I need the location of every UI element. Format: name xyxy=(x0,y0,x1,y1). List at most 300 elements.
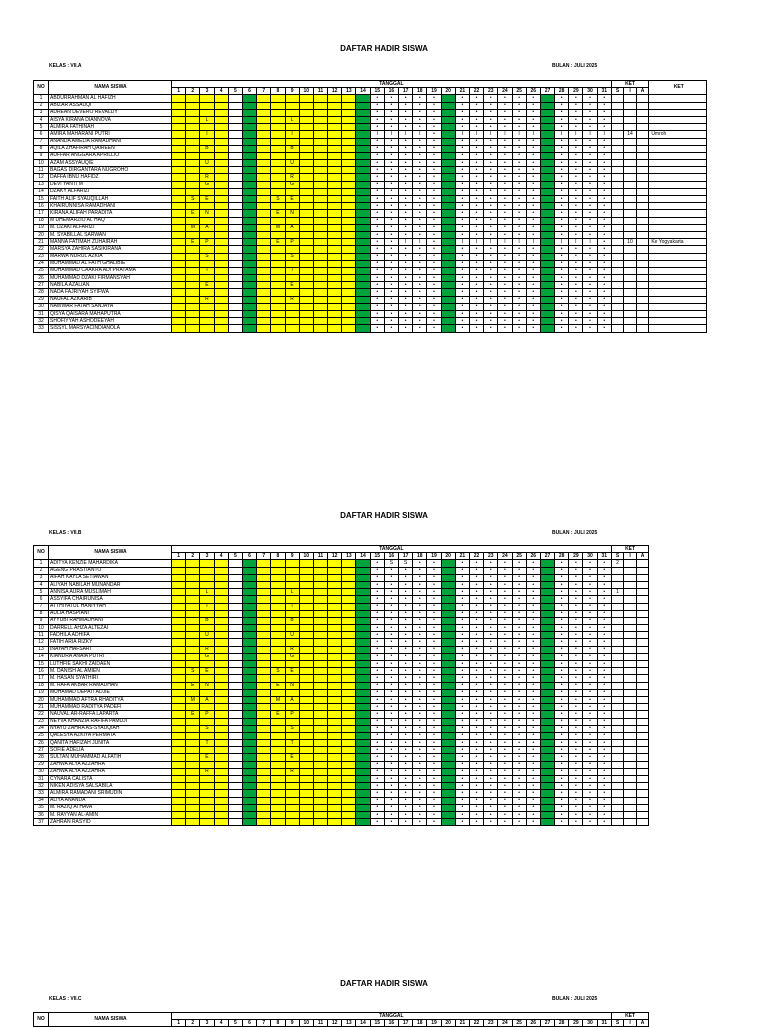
day-cell[interactable]: • xyxy=(597,145,611,152)
day-cell[interactable] xyxy=(228,224,242,231)
day-cell[interactable] xyxy=(257,603,271,610)
day-cell[interactable]: E xyxy=(200,754,214,761)
day-cell[interactable] xyxy=(328,696,342,703)
day-cell[interactable] xyxy=(328,718,342,725)
day-cell[interactable] xyxy=(328,296,342,303)
day-cell[interactable]: • xyxy=(512,596,526,603)
day-cell[interactable] xyxy=(342,682,356,689)
day-cell[interactable] xyxy=(299,109,313,116)
day-cell[interactable] xyxy=(200,560,214,567)
day-cell[interactable]: • xyxy=(512,682,526,689)
day-cell[interactable] xyxy=(342,783,356,790)
day-cell[interactable]: • xyxy=(555,560,569,567)
day-cell[interactable]: R xyxy=(200,768,214,775)
day-cell[interactable]: • xyxy=(469,196,483,203)
day-cell[interactable]: E xyxy=(271,682,285,689)
day-cell[interactable]: • xyxy=(413,138,427,145)
day-cell[interactable] xyxy=(271,589,285,596)
day-cell[interactable]: • xyxy=(469,675,483,682)
day-cell[interactable]: • xyxy=(498,311,512,318)
day-cell[interactable]: • xyxy=(498,603,512,610)
day-cell[interactable]: • xyxy=(370,203,384,210)
day-cell[interactable] xyxy=(342,567,356,574)
day-cell[interactable]: • xyxy=(413,747,427,754)
day-cell[interactable] xyxy=(299,617,313,624)
day-cell[interactable]: • xyxy=(370,639,384,646)
day-cell[interactable]: • xyxy=(512,804,526,811)
day-cell[interactable]: • xyxy=(555,581,569,588)
day-cell[interactable]: • xyxy=(498,661,512,668)
day-cell[interactable]: • xyxy=(597,560,611,567)
day-cell[interactable]: N xyxy=(200,210,214,217)
day-cell[interactable] xyxy=(271,203,285,210)
day-cell[interactable]: • xyxy=(512,639,526,646)
day-cell[interactable] xyxy=(200,581,214,588)
day-cell[interactable] xyxy=(257,819,271,826)
day-cell[interactable]: • xyxy=(455,732,469,739)
day-cell[interactable] xyxy=(172,804,186,811)
day-cell[interactable]: • xyxy=(498,761,512,768)
day-cell[interactable]: • xyxy=(526,711,540,718)
day-cell[interactable]: • xyxy=(484,318,498,325)
day-cell[interactable] xyxy=(228,783,242,790)
day-cell[interactable]: • xyxy=(384,776,398,783)
day-cell[interactable]: • xyxy=(370,804,384,811)
day-cell[interactable]: • xyxy=(370,246,384,253)
day-cell[interactable] xyxy=(271,560,285,567)
day-cell[interactable] xyxy=(257,145,271,152)
day-cell[interactable]: • xyxy=(413,196,427,203)
day-cell[interactable]: • xyxy=(469,790,483,797)
day-cell[interactable]: E xyxy=(285,282,299,289)
day-cell[interactable] xyxy=(441,596,455,603)
day-cell[interactable]: • xyxy=(569,625,583,632)
day-cell[interactable] xyxy=(356,783,370,790)
day-cell[interactable] xyxy=(540,246,554,253)
day-cell[interactable] xyxy=(342,711,356,718)
day-cell[interactable] xyxy=(540,661,554,668)
day-cell[interactable]: • xyxy=(455,311,469,318)
day-cell[interactable]: • xyxy=(484,797,498,804)
day-cell[interactable]: • xyxy=(484,260,498,267)
day-cell[interactable]: • xyxy=(512,196,526,203)
day-cell[interactable]: • xyxy=(427,253,441,260)
day-cell[interactable] xyxy=(342,596,356,603)
day-cell[interactable]: • xyxy=(512,311,526,318)
day-cell[interactable] xyxy=(299,188,313,195)
day-cell[interactable] xyxy=(172,718,186,725)
day-cell[interactable]: • xyxy=(597,267,611,274)
day-cell[interactable]: • xyxy=(498,282,512,289)
day-cell[interactable] xyxy=(200,188,214,195)
day-cell[interactable]: • xyxy=(498,804,512,811)
day-cell[interactable] xyxy=(328,754,342,761)
day-cell[interactable] xyxy=(214,124,228,131)
day-cell[interactable] xyxy=(342,181,356,188)
day-cell[interactable]: • xyxy=(370,574,384,581)
day-cell[interactable]: • xyxy=(427,138,441,145)
day-cell[interactable] xyxy=(285,625,299,632)
day-cell[interactable]: I xyxy=(469,131,483,138)
day-cell[interactable] xyxy=(242,574,256,581)
day-cell[interactable]: • xyxy=(399,267,413,274)
day-cell[interactable]: • xyxy=(455,776,469,783)
day-cell[interactable] xyxy=(242,632,256,639)
day-cell[interactable]: I xyxy=(285,131,299,138)
day-cell[interactable]: • xyxy=(427,116,441,123)
day-cell[interactable]: • xyxy=(413,188,427,195)
day-cell[interactable]: • xyxy=(569,160,583,167)
day-cell[interactable]: • xyxy=(469,711,483,718)
day-cell[interactable]: • xyxy=(526,318,540,325)
day-cell[interactable] xyxy=(214,725,228,732)
day-cell[interactable]: • xyxy=(597,574,611,581)
day-cell[interactable] xyxy=(285,231,299,238)
day-cell[interactable]: I xyxy=(583,131,597,138)
day-cell[interactable]: • xyxy=(484,668,498,675)
day-cell[interactable]: • xyxy=(512,109,526,116)
day-cell[interactable]: • xyxy=(370,617,384,624)
day-cell[interactable]: S xyxy=(271,196,285,203)
day-cell[interactable]: • xyxy=(455,560,469,567)
day-cell[interactable] xyxy=(271,754,285,761)
day-cell[interactable] xyxy=(186,689,200,696)
day-cell[interactable]: • xyxy=(469,167,483,174)
day-cell[interactable] xyxy=(342,246,356,253)
day-cell[interactable]: • xyxy=(484,124,498,131)
day-cell[interactable]: • xyxy=(583,783,597,790)
day-cell[interactable]: • xyxy=(555,696,569,703)
day-cell[interactable] xyxy=(257,653,271,660)
day-cell[interactable] xyxy=(342,260,356,267)
day-cell[interactable] xyxy=(328,567,342,574)
day-cell[interactable]: • xyxy=(413,768,427,775)
day-cell[interactable] xyxy=(328,675,342,682)
day-cell[interactable] xyxy=(172,231,186,238)
day-cell[interactable] xyxy=(257,768,271,775)
day-cell[interactable] xyxy=(356,217,370,224)
day-cell[interactable]: • xyxy=(555,181,569,188)
day-cell[interactable]: • xyxy=(555,711,569,718)
day-cell[interactable]: • xyxy=(384,109,398,116)
day-cell[interactable]: • xyxy=(569,116,583,123)
day-cell[interactable] xyxy=(285,95,299,102)
day-cell[interactable] xyxy=(356,282,370,289)
day-cell[interactable]: • xyxy=(597,768,611,775)
day-cell[interactable] xyxy=(228,138,242,145)
day-cell[interactable] xyxy=(441,704,455,711)
day-cell[interactable] xyxy=(328,804,342,811)
day-cell[interactable]: • xyxy=(526,275,540,282)
day-cell[interactable]: S xyxy=(285,253,299,260)
day-cell[interactable] xyxy=(342,625,356,632)
day-cell[interactable]: • xyxy=(384,689,398,696)
day-cell[interactable] xyxy=(228,668,242,675)
day-cell[interactable]: • xyxy=(498,102,512,109)
day-cell[interactable] xyxy=(342,696,356,703)
day-cell[interactable] xyxy=(356,253,370,260)
day-cell[interactable]: • xyxy=(469,776,483,783)
day-cell[interactable]: • xyxy=(526,589,540,596)
day-cell[interactable] xyxy=(242,581,256,588)
day-cell[interactable]: • xyxy=(384,589,398,596)
day-cell[interactable] xyxy=(271,653,285,660)
day-cell[interactable] xyxy=(257,747,271,754)
day-cell[interactable] xyxy=(200,819,214,826)
day-cell[interactable] xyxy=(356,790,370,797)
day-cell[interactable]: • xyxy=(569,740,583,747)
day-cell[interactable] xyxy=(441,639,455,646)
day-cell[interactable] xyxy=(186,603,200,610)
day-cell[interactable] xyxy=(271,253,285,260)
day-cell[interactable]: P xyxy=(285,239,299,246)
day-cell[interactable] xyxy=(441,325,455,332)
day-cell[interactable]: • xyxy=(583,203,597,210)
day-cell[interactable]: • xyxy=(370,761,384,768)
day-cell[interactable] xyxy=(356,289,370,296)
day-cell[interactable] xyxy=(214,617,228,624)
day-cell[interactable] xyxy=(242,282,256,289)
day-cell[interactable] xyxy=(186,160,200,167)
day-cell[interactable]: • xyxy=(512,704,526,711)
day-cell[interactable]: • xyxy=(512,246,526,253)
day-cell[interactable] xyxy=(172,311,186,318)
day-cell[interactable] xyxy=(299,217,313,224)
day-cell[interactable]: • xyxy=(370,768,384,775)
day-cell[interactable] xyxy=(299,668,313,675)
day-cell[interactable]: • xyxy=(583,711,597,718)
day-cell[interactable]: • xyxy=(498,725,512,732)
day-cell[interactable]: • xyxy=(427,696,441,703)
day-cell[interactable]: • xyxy=(512,819,526,826)
day-cell[interactable]: • xyxy=(555,632,569,639)
day-cell[interactable] xyxy=(299,160,313,167)
day-cell[interactable]: • xyxy=(498,296,512,303)
day-cell[interactable]: • xyxy=(583,260,597,267)
day-cell[interactable]: • xyxy=(512,116,526,123)
day-cell[interactable]: • xyxy=(455,761,469,768)
day-cell[interactable] xyxy=(172,239,186,246)
day-cell[interactable] xyxy=(299,603,313,610)
day-cell[interactable]: • xyxy=(469,581,483,588)
day-cell[interactable] xyxy=(200,732,214,739)
day-cell[interactable] xyxy=(242,253,256,260)
day-cell[interactable] xyxy=(441,761,455,768)
day-cell[interactable]: • xyxy=(526,102,540,109)
day-cell[interactable]: • xyxy=(455,696,469,703)
day-cell[interactable]: • xyxy=(597,732,611,739)
day-cell[interactable] xyxy=(313,267,327,274)
day-cell[interactable]: • xyxy=(569,318,583,325)
day-cell[interactable]: • xyxy=(569,102,583,109)
day-cell[interactable]: • xyxy=(427,275,441,282)
day-cell[interactable] xyxy=(540,267,554,274)
day-cell[interactable] xyxy=(313,668,327,675)
day-cell[interactable]: • xyxy=(583,718,597,725)
day-cell[interactable]: • xyxy=(455,325,469,332)
day-cell[interactable]: • xyxy=(597,253,611,260)
day-cell[interactable]: • xyxy=(583,289,597,296)
day-cell[interactable]: • xyxy=(484,776,498,783)
day-cell[interactable] xyxy=(257,617,271,624)
day-cell[interactable]: • xyxy=(399,152,413,159)
day-cell[interactable]: A xyxy=(200,696,214,703)
day-cell[interactable] xyxy=(285,639,299,646)
day-cell[interactable] xyxy=(299,696,313,703)
day-cell[interactable] xyxy=(356,625,370,632)
day-cell[interactable]: • xyxy=(597,617,611,624)
day-cell[interactable] xyxy=(285,167,299,174)
day-cell[interactable]: • xyxy=(583,160,597,167)
day-cell[interactable] xyxy=(313,610,327,617)
day-cell[interactable]: • xyxy=(583,318,597,325)
day-cell[interactable]: • xyxy=(469,668,483,675)
day-cell[interactable] xyxy=(313,675,327,682)
day-cell[interactable] xyxy=(214,275,228,282)
day-cell[interactable] xyxy=(356,260,370,267)
day-cell[interactable]: • xyxy=(583,596,597,603)
day-cell[interactable]: • xyxy=(370,675,384,682)
day-cell[interactable] xyxy=(228,797,242,804)
day-cell[interactable] xyxy=(228,740,242,747)
day-cell[interactable] xyxy=(172,116,186,123)
day-cell[interactable] xyxy=(441,260,455,267)
day-cell[interactable]: • xyxy=(597,296,611,303)
day-cell[interactable] xyxy=(228,109,242,116)
day-cell[interactable]: I xyxy=(399,239,413,246)
day-cell[interactable]: • xyxy=(498,581,512,588)
day-cell[interactable]: • xyxy=(569,95,583,102)
day-cell[interactable] xyxy=(328,596,342,603)
day-cell[interactable]: • xyxy=(484,689,498,696)
day-cell[interactable]: • xyxy=(597,275,611,282)
day-cell[interactable]: • xyxy=(555,668,569,675)
day-cell[interactable]: • xyxy=(569,675,583,682)
day-cell[interactable]: • xyxy=(498,260,512,267)
day-cell[interactable] xyxy=(328,646,342,653)
day-cell[interactable] xyxy=(242,811,256,818)
day-cell[interactable] xyxy=(313,689,327,696)
day-cell[interactable]: • xyxy=(427,124,441,131)
day-cell[interactable] xyxy=(200,610,214,617)
day-cell[interactable] xyxy=(285,819,299,826)
day-cell[interactable]: • xyxy=(384,754,398,761)
day-cell[interactable]: • xyxy=(399,740,413,747)
day-cell[interactable] xyxy=(540,203,554,210)
day-cell[interactable] xyxy=(313,116,327,123)
day-cell[interactable]: • xyxy=(555,167,569,174)
day-cell[interactable]: • xyxy=(583,253,597,260)
day-cell[interactable] xyxy=(271,819,285,826)
day-cell[interactable]: • xyxy=(399,661,413,668)
day-cell[interactable]: • xyxy=(597,196,611,203)
day-cell[interactable] xyxy=(271,217,285,224)
day-cell[interactable]: • xyxy=(512,711,526,718)
day-cell[interactable] xyxy=(257,754,271,761)
day-cell[interactable]: • xyxy=(399,296,413,303)
day-cell[interactable]: • xyxy=(370,653,384,660)
day-cell[interactable]: • xyxy=(399,603,413,610)
day-cell[interactable] xyxy=(540,231,554,238)
day-cell[interactable] xyxy=(299,560,313,567)
day-cell[interactable]: • xyxy=(555,653,569,660)
day-cell[interactable] xyxy=(328,574,342,581)
day-cell[interactable] xyxy=(342,646,356,653)
day-cell[interactable] xyxy=(328,275,342,282)
day-cell[interactable] xyxy=(441,296,455,303)
day-cell[interactable]: • xyxy=(526,282,540,289)
day-cell[interactable]: • xyxy=(370,174,384,181)
day-cell[interactable] xyxy=(214,231,228,238)
day-cell[interactable] xyxy=(172,203,186,210)
day-cell[interactable]: • xyxy=(526,754,540,761)
day-cell[interactable]: • xyxy=(484,275,498,282)
day-cell[interactable]: • xyxy=(526,246,540,253)
day-cell[interactable] xyxy=(228,160,242,167)
day-cell[interactable] xyxy=(214,704,228,711)
day-cell[interactable]: • xyxy=(399,754,413,761)
day-cell[interactable]: • xyxy=(597,95,611,102)
day-cell[interactable] xyxy=(200,167,214,174)
day-cell[interactable] xyxy=(342,160,356,167)
day-cell[interactable] xyxy=(186,325,200,332)
day-cell[interactable]: • xyxy=(427,282,441,289)
day-cell[interactable] xyxy=(242,116,256,123)
day-cell[interactable]: • xyxy=(427,581,441,588)
day-cell[interactable]: • xyxy=(427,596,441,603)
day-cell[interactable] xyxy=(242,675,256,682)
day-cell[interactable]: • xyxy=(370,102,384,109)
day-cell[interactable]: • xyxy=(555,160,569,167)
day-cell[interactable]: • xyxy=(512,267,526,274)
day-cell[interactable] xyxy=(200,152,214,159)
day-cell[interactable] xyxy=(228,152,242,159)
day-cell[interactable] xyxy=(356,653,370,660)
day-cell[interactable] xyxy=(257,632,271,639)
day-cell[interactable]: • xyxy=(583,603,597,610)
day-cell[interactable]: • xyxy=(526,560,540,567)
day-cell[interactable] xyxy=(342,668,356,675)
day-cell[interactable] xyxy=(257,725,271,732)
day-cell[interactable]: M xyxy=(271,696,285,703)
day-cell[interactable] xyxy=(540,797,554,804)
day-cell[interactable] xyxy=(441,603,455,610)
day-cell[interactable] xyxy=(299,196,313,203)
day-cell[interactable] xyxy=(540,217,554,224)
day-cell[interactable] xyxy=(356,318,370,325)
day-cell[interactable] xyxy=(257,116,271,123)
day-cell[interactable] xyxy=(356,210,370,217)
day-cell[interactable] xyxy=(242,696,256,703)
day-cell[interactable] xyxy=(328,610,342,617)
day-cell[interactable]: • xyxy=(469,797,483,804)
day-cell[interactable] xyxy=(242,152,256,159)
day-cell[interactable] xyxy=(214,819,228,826)
day-cell[interactable] xyxy=(441,275,455,282)
day-cell[interactable] xyxy=(257,325,271,332)
day-cell[interactable]: • xyxy=(498,819,512,826)
day-cell[interactable]: • xyxy=(569,289,583,296)
day-cell[interactable] xyxy=(271,174,285,181)
day-cell[interactable]: • xyxy=(455,797,469,804)
day-cell[interactable]: • xyxy=(484,102,498,109)
day-cell[interactable]: • xyxy=(555,603,569,610)
day-cell[interactable] xyxy=(186,567,200,574)
day-cell[interactable]: • xyxy=(569,581,583,588)
day-cell[interactable] xyxy=(271,761,285,768)
day-cell[interactable] xyxy=(540,632,554,639)
day-cell[interactable]: • xyxy=(583,589,597,596)
